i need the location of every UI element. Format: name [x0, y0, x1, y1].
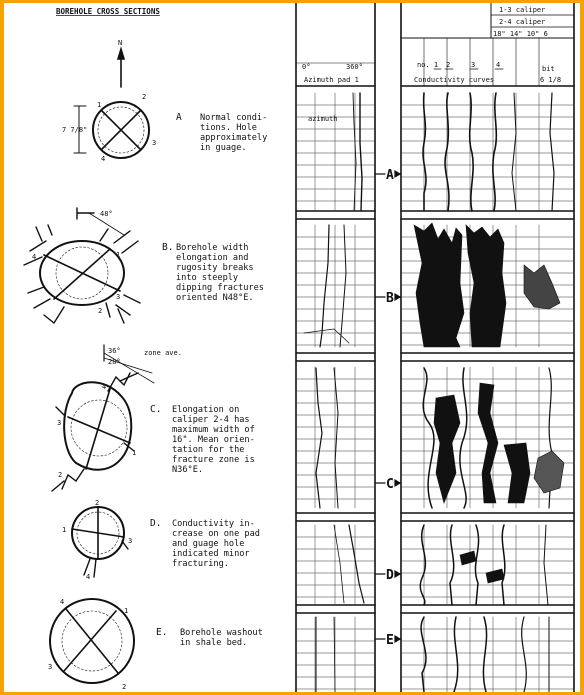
description-line: approximately	[200, 133, 268, 143]
pad-number-1: no. 1	[417, 61, 439, 69]
pad-label-d-4: 4	[86, 573, 91, 581]
pad-label-b-1: 1	[116, 251, 121, 259]
description-line: Borehole washout	[180, 628, 263, 638]
section-a-description	[200, 113, 267, 153]
pad-label-e-2: 2	[122, 683, 127, 691]
description-line: dipping fractures	[176, 283, 264, 293]
description-line: N36°E.	[172, 465, 204, 475]
description-line: into steeply	[176, 273, 239, 283]
section-marker-c: C	[386, 477, 394, 492]
figure-sheet	[4, 3, 580, 692]
pad-label-a-4: 4	[101, 155, 106, 163]
description-line: Elongation on	[172, 405, 240, 415]
log-gridlines	[296, 93, 574, 692]
section-d-description	[172, 519, 260, 569]
description-line: oriented N48°E.	[176, 293, 254, 303]
description-line: tation for the	[172, 445, 245, 455]
description-line: 16". Mean orien-	[172, 435, 255, 445]
pad-label-d-2: 2	[95, 499, 100, 507]
caliper-2-4-label: 2-4 caliper	[499, 18, 546, 26]
pad-label-c-4: 4	[102, 383, 107, 391]
section-marker-a: A	[386, 168, 394, 183]
north-label: N	[118, 39, 123, 47]
azimuth-min-label: 0°	[302, 63, 311, 71]
section-letter-b: B.	[162, 242, 174, 253]
azimuth-curve-tag: azimuth	[308, 115, 338, 123]
north-arrow	[118, 49, 124, 87]
zone-average-note: zone ave.	[144, 349, 182, 357]
pad-number-4: 4	[496, 61, 501, 69]
figure-canvas	[4, 3, 580, 692]
description-line: maximum width of	[172, 425, 255, 435]
pad-label-b-2: 2	[98, 307, 103, 315]
pad-label-e-3: 3	[48, 663, 53, 671]
log-chart-frames	[296, 3, 574, 692]
pad-label-d-1: 1	[62, 526, 67, 534]
angle-label-c-1: 36°	[108, 347, 121, 355]
pad-label-a-1: 1	[97, 101, 102, 109]
description-line: in shale bed.	[180, 638, 248, 648]
section-marker-e: E	[386, 633, 394, 648]
description-line: caliper 2-4 has	[172, 415, 250, 425]
pad-label-c-3: 3	[57, 419, 62, 427]
section-e-description	[180, 628, 263, 648]
description-line: and guage hole	[172, 539, 245, 549]
description-line: indicated minor	[172, 549, 250, 559]
pad-label-a-3: 3	[152, 139, 157, 147]
hole-diameter-label: 7 7/8"	[62, 126, 88, 134]
description-line: tions. Hole	[200, 123, 257, 133]
log-curves	[304, 93, 554, 692]
section-letter-c: C.	[150, 404, 162, 415]
description-line: fracture zone is	[172, 455, 255, 465]
azimuth-axis-label: Azimuth pad 1	[304, 76, 359, 84]
angle-label-b: 48°	[100, 210, 113, 218]
pad-label-a-2: 2	[142, 93, 147, 101]
pad-label-e-4: 4	[60, 598, 65, 606]
angle-label-c-2: 28°	[108, 358, 121, 366]
pad-number-2: 2	[446, 61, 451, 69]
pad-label-b-4: 4	[32, 253, 37, 261]
section-b-description	[176, 243, 264, 303]
borehole-sketch-d	[72, 507, 128, 577]
section-c-description	[172, 405, 255, 475]
section-letter-e: E.	[156, 627, 168, 638]
section-letter-d: D.	[150, 518, 162, 529]
pad-label-e-1: 1	[124, 607, 129, 615]
description-line: fracturing.	[172, 559, 229, 569]
description-line: elongation and	[176, 253, 249, 263]
borehole-sketch-c	[52, 345, 154, 491]
section-marker-b: B	[386, 291, 394, 306]
description-line: Conductivity in-	[172, 519, 255, 529]
bit-label: bit	[542, 65, 555, 73]
description-line: rugosity breaks	[176, 263, 254, 273]
conductivity-axis-label: Conductivity curves	[414, 76, 495, 84]
borehole-sketch-e	[50, 599, 134, 683]
borehole-sketch-b	[24, 208, 140, 323]
pad-number-3: 3	[471, 61, 476, 69]
section-letter-a: A	[176, 112, 182, 123]
figure-title: BOREHOLE CROSS SECTIONS	[56, 7, 160, 16]
caliper-scale-label: 18" 14" 10" 6	[493, 30, 548, 38]
pad-label-d-3: 3	[128, 537, 133, 545]
description-line: Normal condi-	[200, 113, 268, 123]
description-line: crease on one pad	[172, 529, 260, 539]
description-line: Borehole width	[176, 243, 249, 253]
description-line: in guage.	[200, 143, 247, 153]
pad-label-c-2: 2	[58, 471, 63, 479]
pad-label-c-1: 1	[132, 449, 137, 457]
section-marker-d: D	[386, 568, 394, 583]
caliper-1-3-label: 1-3 caliper	[499, 6, 546, 14]
azimuth-max-label: 360°	[346, 63, 363, 71]
pad-label-b-3: 3	[116, 293, 121, 301]
bit-size-label: 6 1/8	[540, 76, 562, 84]
